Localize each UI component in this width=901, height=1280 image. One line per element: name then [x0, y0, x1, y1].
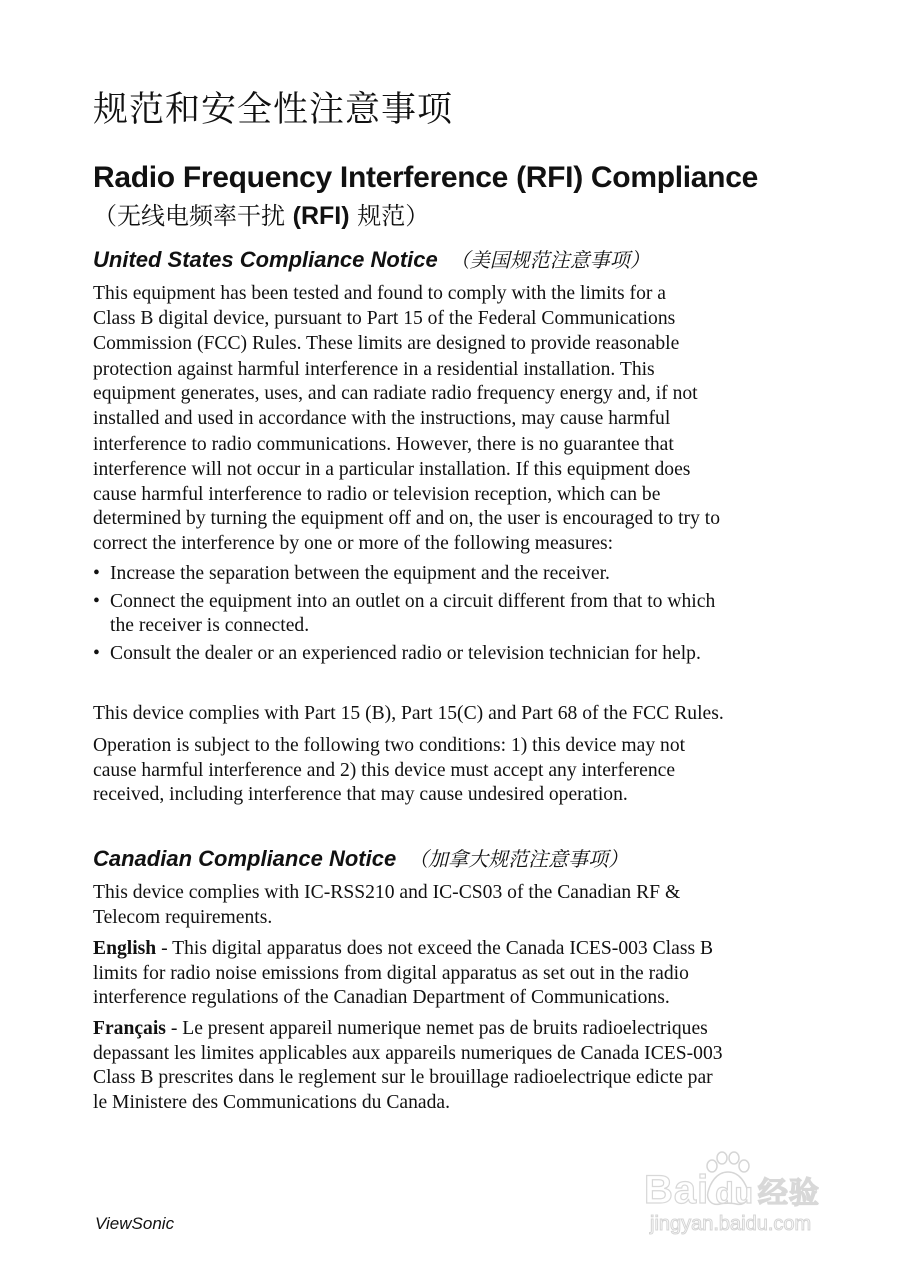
paragraph-line: Operation is subject to the following two conditions: 1) this device may not: [93, 735, 686, 756]
subtitle-rfi: (RFI): [292, 202, 350, 230]
paragraph-line: interference regulations of the Canadian Department of Communications.: [93, 987, 670, 1009]
subtitle-suffix: 规范）: [349, 202, 430, 230]
watermark-brand: [644, 1168, 820, 1216]
rfi-section-subtitle: [93, 198, 429, 234]
french-first-line: - Le present appareil numerique nemet pas de bruits radioelectriques: [165, 1018, 708, 1039]
paragraph-line: interference to radio communications. However, there is no guarantee that: [93, 433, 674, 455]
paragraph-line: equipment generates, uses, and can radiate radio frequency energy and, if not: [93, 383, 698, 405]
french-label: Français: [93, 1018, 166, 1039]
list-item-text: the receiver is connected.: [110, 615, 310, 637]
bullet-icon: •: [93, 642, 100, 664]
paragraph-line: [93, 1017, 793, 1042]
paragraph-line: cause harmful interference to radio or television reception, which can be: [93, 483, 661, 505]
list-item: [93, 590, 793, 639]
paragraph-line: Class B digital device, pursuant to Part 15 of the Federal Communications: [93, 307, 676, 329]
english-label: English: [93, 938, 157, 959]
paragraph-line: correct the interference by one or more of the following measures:: [93, 532, 614, 554]
watermark-brand-cn: 经验: [757, 1176, 820, 1211]
list-item-text: Increase the separation between the equipment and the receiver.: [110, 563, 610, 584]
baidu-watermark: [640, 1150, 850, 1240]
paragraph-line: depassant les limites applicables aux appareils numeriques de Canada ICES-003: [93, 1042, 723, 1064]
subtitle-prefix: （无线电频率干扰: [93, 202, 293, 230]
paragraph-line: This device complies with IC-RSS210 and IC-CS03 of the Canadian RF &: [93, 882, 681, 903]
watermark-brand-latin: Bai: [644, 1168, 710, 1212]
us-heading-text: United States Compliance Notice: [93, 247, 438, 272]
paragraph-line: cause harmful interference and 2) this device must accept any interference: [93, 759, 676, 781]
watermark-brand-du: du: [715, 1177, 754, 1210]
page-title: 规范和安全性注意事项: [93, 90, 454, 130]
list-item-text: Connect the equipment into an outlet on a circuit different from that to which: [110, 590, 716, 612]
operation-conditions-paragraph: [93, 734, 793, 808]
canada-french-paragraph: [93, 1017, 793, 1115]
paragraph-line: limits for radio noise emissions from digital apparatus as set out in the radio: [93, 962, 689, 984]
paragraph-line: Class B prescrites dans le reglement sur le brouillage radioelectrique edicte par: [93, 1067, 713, 1089]
canada-heading-cn: （加拿大规范注意事项）: [408, 847, 629, 871]
footer-brand: ViewSonic: [95, 1214, 175, 1233]
paragraph-line: This equipment has been tested and found to comply with the limits for a: [93, 283, 667, 304]
fcc-compliance-text: This device complies with Part 15 (B), Part 15(C) and Part 68 of the FCC Rules.: [93, 703, 724, 724]
fcc-compliance-statement: [93, 702, 793, 727]
list-item-text: Consult the dealer or an experienced radio or television technician for help.: [110, 642, 701, 664]
measures-list: [93, 562, 793, 669]
us-notice-paragraph: [93, 282, 793, 557]
canada-english-paragraph: [93, 937, 793, 1011]
english-first-line: - This digital apparatus does not exceed the Canada ICES-003 Class B: [156, 938, 714, 959]
rfi-section-title: Radio Frequency Interference (RFI) Compliance: [93, 161, 758, 194]
canada-notice-heading: [93, 845, 628, 873]
canada-heading-text: Canadian Compliance Notice: [93, 846, 397, 871]
paragraph-line: installed and used in accordance with the instructions, may cause harmful: [93, 407, 671, 429]
bullet-icon: •: [93, 590, 100, 612]
us-heading-cn: （美国规范注意事项）: [449, 248, 650, 272]
list-item: [93, 642, 793, 667]
paragraph-line: le Ministere des Communications du Canada.: [93, 1091, 450, 1113]
paragraph-line: protection against harmful interference in a residential installation. This: [93, 358, 655, 380]
bullet-icon: •: [93, 563, 100, 584]
watermark-url: jingyan.baidu.com: [650, 1213, 812, 1235]
us-notice-heading: [93, 246, 650, 274]
paragraph-line: Commission (FCC) Rules. These limits are designed to provide reasonable: [93, 333, 680, 355]
paragraph-line: [93, 937, 793, 962]
paragraph-line: interference will not occur in a particular installation. If this equipment does: [93, 459, 691, 481]
canada-compliance-paragraph: [93, 881, 793, 930]
list-item: [93, 562, 793, 587]
paragraph-line: received, including interference that may cause undesired operation.: [93, 784, 628, 806]
paragraph-line: determined by turning the equipment off and on, the user is encouraged to try to: [93, 508, 721, 530]
paragraph-line: Telecom requirements.: [93, 906, 273, 928]
